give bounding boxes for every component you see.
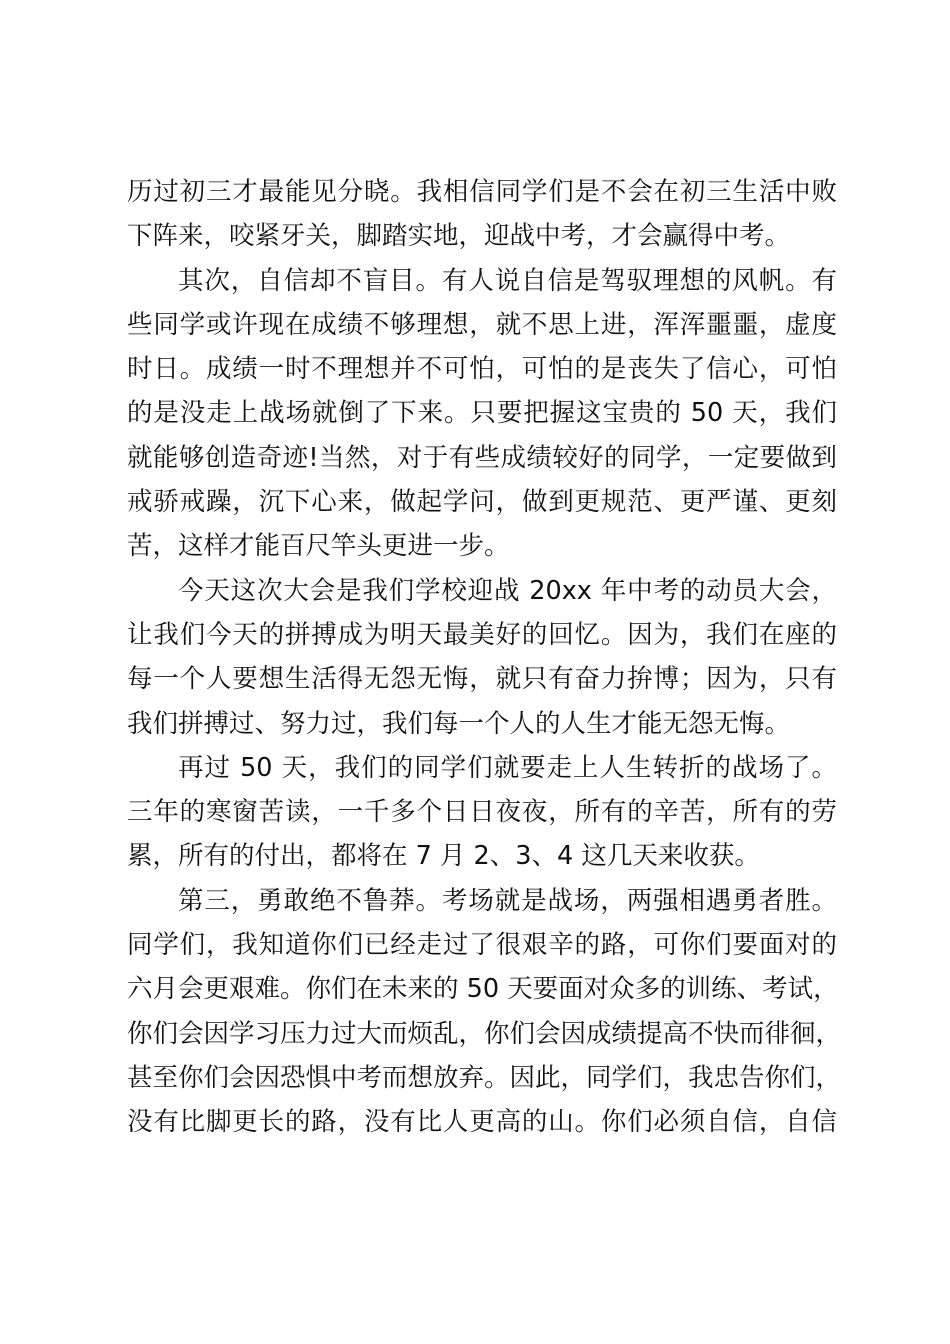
paragraph-first-line: 今天这次大会是我们学校迎战 20xx 年中考的动员大会， [178,575,837,606]
text-line: 时日。成绩一时不理想并不可怕，可怕的是丧失了信心，可怕 [127,354,837,385]
text-line: 就能够创造奇迹!当然，对于有些成绩较好的同学，一定要做到 [127,442,837,473]
paragraph-first-line: 再过 50 天，我们的同学们就要走上人生转折的战场了。 [178,752,837,783]
paragraph-first-line: 其次，自信却不盲目。有人说自信是驾驭理想的风帆。有 [178,265,837,296]
text-line: 戒骄戒躁，沉下心来，做起学问，做到更规范、更严谨、更刻 [127,487,837,518]
text-line: 没有比脚更长的路，没有比人更高的山。你们必须自信，自信 [127,1107,837,1138]
text-line: 让我们今天的拼搏成为明天最美好的回忆。因为，我们在座的 [127,619,837,650]
text-line: 同学们，我知道你们已经走过了很艰辛的路，可你们要面对的 [127,930,837,961]
text-line: 甚至你们会因恐惧中考而想放弃。因此，同学们，我忠告你们， [127,1062,842,1093]
text-line: 你们会因学习压力过大而烦乱，你们会因成绩提高不快而徘徊， [127,1018,842,1049]
text-line: 每一个人要想生活得无怨无悔，就只有奋力拚博；因为，只有 [127,664,837,695]
paragraph-first-line: 第三，勇敢绝不鲁莽。考场就是战场，两强相遇勇者胜。 [178,885,837,916]
document-body [127,170,842,1145]
text-line: 下阵来，咬紧牙关，脚踏实地，迎战中考，才会赢得中考。 [127,221,791,252]
text-line: 六月会更艰难。你们在未来的 50 天要面对众多的训练、考试， [127,974,839,1005]
text-line: 些同学或许现在成绩不够理想，就不思上进，浑浑噩噩，虚度 [127,309,837,340]
text-line: 历过初三才最能见分晓。我相信同学们是不会在初三生活中败 [127,177,837,207]
text-line: 的是没走上战场就倒了下来。只要把握这宝贵的 50 天，我们 [127,398,837,429]
text-line: 我们拼搏过、努力过，我们每一个人的人生才能无怨无悔。 [127,708,791,739]
text-line: 苦，这样才能百尺竿头更进一步。 [127,531,510,562]
text-line: 累，所有的付出，都将在 7 月 2、3、4 这几天来收获。 [127,841,760,872]
text-line: 三年的寒窗苦读，一千多个日日夜夜，所有的辛苦，所有的劳 [127,797,837,828]
